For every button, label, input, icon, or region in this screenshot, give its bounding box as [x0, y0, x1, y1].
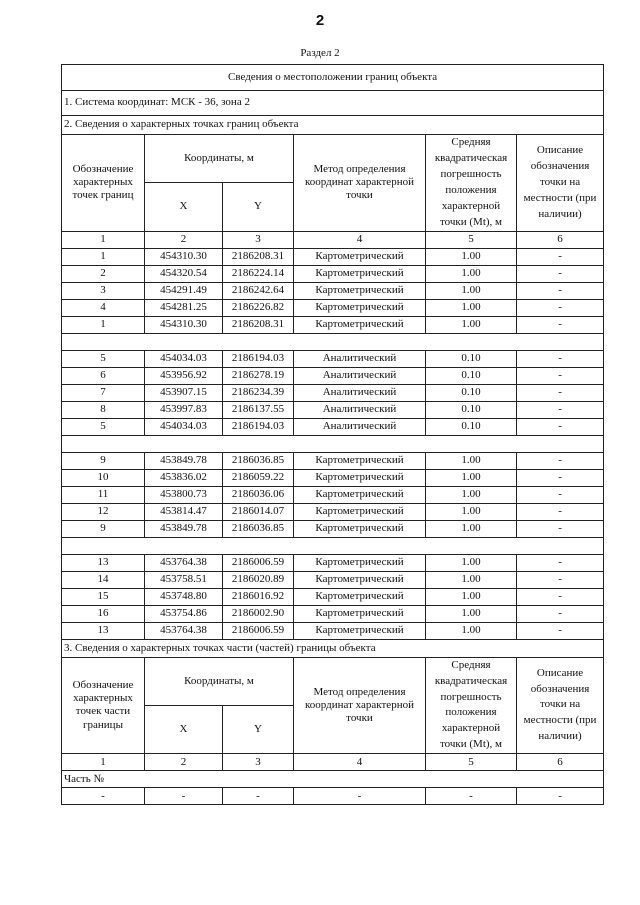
- separator-cell: [294, 333, 426, 350]
- point-y: 2186006.59: [223, 554, 294, 571]
- point-error: 1.00: [426, 316, 517, 333]
- point-number: 12: [62, 503, 145, 520]
- empty-cell: -: [145, 788, 223, 805]
- point-error: 1.00: [426, 503, 517, 520]
- column-number: 6: [517, 754, 604, 771]
- point-error: 0.10: [426, 418, 517, 435]
- section2-title: 2. Сведения о характерных точках границ объекта: [62, 116, 604, 135]
- point-description: -: [517, 282, 604, 299]
- point-number: 1: [62, 316, 145, 333]
- separator-cell: [223, 537, 294, 554]
- point-description: -: [517, 588, 604, 605]
- column-number: 3: [223, 754, 294, 771]
- point-number: 3: [62, 282, 145, 299]
- point-x: 453849.78: [145, 520, 223, 537]
- part-row: [62, 771, 604, 788]
- point-error: 1.00: [426, 571, 517, 588]
- separator-cell: [62, 333, 145, 350]
- point-y: 2186242.64: [223, 282, 294, 299]
- empty-cell: -: [62, 788, 145, 805]
- point-number: 14: [62, 571, 145, 588]
- point-error: 1.00: [426, 486, 517, 503]
- point-y: 2186194.03: [223, 418, 294, 435]
- separator-cell: [517, 333, 604, 350]
- header3-y: Y: [223, 705, 294, 753]
- header3-description: Описание обозначения точки на местности (при наличии): [517, 657, 604, 754]
- point-number: 8: [62, 401, 145, 418]
- table-row: [62, 605, 604, 622]
- table-row: [62, 299, 604, 316]
- table-row: [62, 588, 604, 605]
- table-row: [62, 469, 604, 486]
- separator-row: [62, 537, 604, 554]
- separator-cell: [517, 537, 604, 554]
- separator-cell: [145, 333, 223, 350]
- point-number: 15: [62, 588, 145, 605]
- point-y: 2186036.06: [223, 486, 294, 503]
- point-description: -: [517, 520, 604, 537]
- point-number: 10: [62, 469, 145, 486]
- point-method: Картометрический: [294, 520, 426, 537]
- point-method: Аналитический: [294, 418, 426, 435]
- empty-cell: -: [426, 788, 517, 805]
- point-y: 2186002.90: [223, 605, 294, 622]
- point-number: 13: [62, 554, 145, 571]
- point-description: -: [517, 503, 604, 520]
- point-description: -: [517, 571, 604, 588]
- separator-cell: [426, 333, 517, 350]
- table-row: [62, 418, 604, 435]
- separator-cell: [517, 435, 604, 452]
- point-error: 0.10: [426, 384, 517, 401]
- point-y: 2186016.92: [223, 588, 294, 605]
- boundary-table: [61, 64, 604, 805]
- point-method: Аналитический: [294, 367, 426, 384]
- point-x: 453764.38: [145, 554, 223, 571]
- point-x: 453956.92: [145, 367, 223, 384]
- separator-cell: [426, 537, 517, 554]
- point-method: Картометрический: [294, 588, 426, 605]
- point-x: 454291.49: [145, 282, 223, 299]
- point-error: 1.00: [426, 469, 517, 486]
- table-row: [62, 265, 604, 282]
- table-row: [62, 486, 604, 503]
- coord-system: 1. Система координат: МСК - 36, зона 2: [62, 91, 604, 116]
- point-method: Картометрический: [294, 316, 426, 333]
- point-error: 1.00: [426, 265, 517, 282]
- point-y: 2186014.07: [223, 503, 294, 520]
- point-description: -: [517, 486, 604, 503]
- point-x: 454320.54: [145, 265, 223, 282]
- table-row: [62, 452, 604, 469]
- header-designation: Обозначение характерных точек границ: [62, 135, 145, 232]
- point-number: 7: [62, 384, 145, 401]
- table-row: [62, 350, 604, 367]
- point-error: 0.10: [426, 367, 517, 384]
- header-error: Средняя квадратическая погрешность положения характерной точки (Mt), м: [426, 135, 517, 232]
- separator-cell: [426, 435, 517, 452]
- section3-header-row: [62, 657, 604, 705]
- point-x: 453849.78: [145, 452, 223, 469]
- point-description: -: [517, 622, 604, 639]
- point-error: 0.10: [426, 401, 517, 418]
- point-x: 454310.30: [145, 316, 223, 333]
- point-method: Аналитический: [294, 401, 426, 418]
- point-method: Картометрический: [294, 282, 426, 299]
- header3-x: X: [145, 705, 223, 753]
- empty-cell: -: [294, 788, 426, 805]
- point-x: 454310.30: [145, 248, 223, 265]
- header-description: Описание обозначения точки на местности (при наличии): [517, 135, 604, 232]
- point-y: 2186006.59: [223, 622, 294, 639]
- section3-title-row: [62, 639, 604, 657]
- header3-error: Средняя квадратическая погрешность положения характерной точки (Mt), м: [426, 657, 517, 754]
- separator-cell: [62, 537, 145, 554]
- point-y: 2186234.39: [223, 384, 294, 401]
- point-x: 453764.38: [145, 622, 223, 639]
- coord-system-row: [62, 91, 604, 116]
- table-row: [62, 520, 604, 537]
- separator-cell: [223, 435, 294, 452]
- column-number: 4: [294, 231, 426, 248]
- empty-cell: -: [517, 788, 604, 805]
- section2-header-row: [62, 135, 604, 183]
- empty-cell: -: [223, 788, 294, 805]
- point-number: 5: [62, 418, 145, 435]
- point-method: Картометрический: [294, 452, 426, 469]
- point-error: 1.00: [426, 520, 517, 537]
- point-method: Аналитический: [294, 384, 426, 401]
- point-error: 1.00: [426, 299, 517, 316]
- point-description: -: [517, 248, 604, 265]
- point-description: -: [517, 350, 604, 367]
- table-row: [62, 571, 604, 588]
- point-method: Картометрический: [294, 622, 426, 639]
- point-description: -: [517, 469, 604, 486]
- point-method: Картометрический: [294, 265, 426, 282]
- column-number: 4: [294, 754, 426, 771]
- section3-column-numbers: [62, 754, 604, 771]
- point-x: 453907.15: [145, 384, 223, 401]
- point-y: 2186194.03: [223, 350, 294, 367]
- point-y: 2186224.14: [223, 265, 294, 282]
- separator-row: [62, 333, 604, 350]
- section3-title: 3. Сведения о характерных точках части (частей) границы объекта: [62, 639, 604, 657]
- point-x: 454281.25: [145, 299, 223, 316]
- point-number: 4: [62, 299, 145, 316]
- point-y: 2186208.31: [223, 316, 294, 333]
- table-row: [62, 401, 604, 418]
- page-number: 2: [315, 12, 325, 29]
- part-label: Часть №: [62, 771, 604, 788]
- separator-cell: [223, 333, 294, 350]
- point-method: Картометрический: [294, 299, 426, 316]
- separator-cell: [294, 537, 426, 554]
- point-x: 453836.02: [145, 469, 223, 486]
- point-y: 2186278.19: [223, 367, 294, 384]
- point-description: -: [517, 401, 604, 418]
- header3-designation: Обозначение характерных точек части границы: [62, 657, 145, 754]
- point-description: -: [517, 418, 604, 435]
- section2-column-numbers: [62, 231, 604, 248]
- point-error: 1.00: [426, 622, 517, 639]
- point-number: 9: [62, 520, 145, 537]
- separator-cell: [145, 435, 223, 452]
- point-y: 2186059.22: [223, 469, 294, 486]
- point-number: 16: [62, 605, 145, 622]
- point-description: -: [517, 554, 604, 571]
- table-row: [62, 282, 604, 299]
- table-row: [62, 248, 604, 265]
- column-number: 5: [426, 754, 517, 771]
- point-x: 453748.80: [145, 588, 223, 605]
- point-description: -: [517, 265, 604, 282]
- point-method: Картометрический: [294, 554, 426, 571]
- point-description: -: [517, 605, 604, 622]
- point-error: 1.00: [426, 588, 517, 605]
- header3-coords: Координаты, м: [145, 657, 294, 705]
- point-method: Картометрический: [294, 571, 426, 588]
- header-method: Метод определения координат характерной точки: [294, 135, 426, 232]
- point-description: -: [517, 367, 604, 384]
- point-y: 2186226.82: [223, 299, 294, 316]
- table-row: [62, 503, 604, 520]
- point-description: -: [517, 299, 604, 316]
- section2-title-row: [62, 116, 604, 135]
- point-description: -: [517, 452, 604, 469]
- section-label: Раздел 2: [300, 47, 340, 59]
- column-number: 2: [145, 231, 223, 248]
- point-error: 1.00: [426, 248, 517, 265]
- table-row: [62, 367, 604, 384]
- column-number: 6: [517, 231, 604, 248]
- header-x: X: [145, 183, 223, 231]
- point-number: 1: [62, 248, 145, 265]
- point-x: 454034.03: [145, 350, 223, 367]
- column-number: 3: [223, 231, 294, 248]
- point-x: 453754.86: [145, 605, 223, 622]
- empty-row: [62, 788, 604, 805]
- separator-row: [62, 435, 604, 452]
- point-x: 453814.47: [145, 503, 223, 520]
- separator-cell: [62, 435, 145, 452]
- point-number: 2: [62, 265, 145, 282]
- header-y: Y: [223, 183, 294, 231]
- header-coords: Координаты, м: [145, 135, 294, 183]
- point-y: 2186020.89: [223, 571, 294, 588]
- point-method: Аналитический: [294, 350, 426, 367]
- point-number: 11: [62, 486, 145, 503]
- point-error: 1.00: [426, 605, 517, 622]
- point-number: 13: [62, 622, 145, 639]
- table-title: Сведения о местоположении границ объекта: [62, 65, 604, 91]
- separator-cell: [145, 537, 223, 554]
- column-number: 1: [62, 754, 145, 771]
- point-x: 454034.03: [145, 418, 223, 435]
- point-x: 453800.73: [145, 486, 223, 503]
- table-row: [62, 384, 604, 401]
- table-title-row: [62, 65, 604, 91]
- point-method: Картометрический: [294, 503, 426, 520]
- point-method: Картометрический: [294, 469, 426, 486]
- point-y: 2186208.31: [223, 248, 294, 265]
- point-method: Картометрический: [294, 486, 426, 503]
- column-number: 2: [145, 754, 223, 771]
- point-number: 6: [62, 367, 145, 384]
- point-method: Картометрический: [294, 248, 426, 265]
- table-row: [62, 554, 604, 571]
- column-number: 1: [62, 231, 145, 248]
- point-description: -: [517, 316, 604, 333]
- point-error: 1.00: [426, 554, 517, 571]
- point-y: 2186036.85: [223, 452, 294, 469]
- point-error: 1.00: [426, 282, 517, 299]
- point-y: 2186036.85: [223, 520, 294, 537]
- table-row: [62, 316, 604, 333]
- point-error: 0.10: [426, 350, 517, 367]
- point-error: 1.00: [426, 452, 517, 469]
- column-number: 5: [426, 231, 517, 248]
- point-x: 453758.51: [145, 571, 223, 588]
- header3-method: Метод определения координат характерной точки: [294, 657, 426, 754]
- point-y: 2186137.55: [223, 401, 294, 418]
- point-number: 9: [62, 452, 145, 469]
- point-method: Картометрический: [294, 605, 426, 622]
- point-number: 5: [62, 350, 145, 367]
- point-description: -: [517, 384, 604, 401]
- separator-cell: [294, 435, 426, 452]
- table-row: [62, 622, 604, 639]
- point-x: 453997.83: [145, 401, 223, 418]
